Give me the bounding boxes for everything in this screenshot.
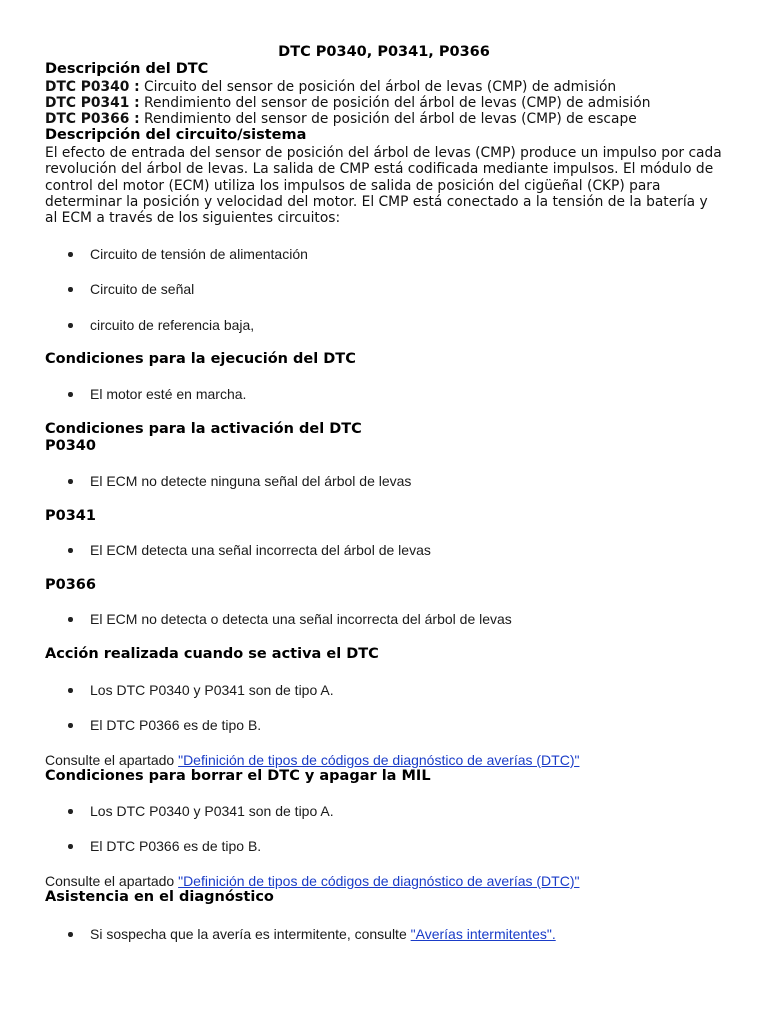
list-item: El DTC P0366 es de tipo B. bbox=[90, 717, 262, 733]
list-item: Los DTC P0340 y P0341 son de tipo A. bbox=[90, 682, 334, 698]
dtc-code: DTC P0340 : bbox=[45, 79, 140, 95]
dtc-text: Rendimiento del sensor de posición del árbol de levas (CMP) de admisión bbox=[139, 95, 651, 111]
bullet-icon bbox=[68, 323, 73, 328]
list-item: Circuito de señal bbox=[90, 281, 195, 297]
bullet-icon bbox=[68, 392, 73, 397]
list-item: El motor esté en marcha. bbox=[90, 386, 247, 402]
dtc-types-link[interactable]: "Definición de tipos de códigos de diagnóstico de averías (DTC)" bbox=[178, 752, 580, 768]
list-item: Circuito de tensión de alimentación bbox=[90, 246, 308, 262]
heading-action-taken: Acción realizada cuando se activa el DTC bbox=[45, 646, 379, 662]
bullet-icon bbox=[68, 617, 73, 622]
circuit-paragraph-line: El efecto de entrada del sensor de posición del árbol de levas (CMP) produce un impulso por cada bbox=[45, 145, 722, 161]
bullet-icon bbox=[68, 252, 73, 257]
list-item: El ECM no detecta o detecta una señal incorrecta del árbol de levas bbox=[90, 611, 512, 627]
heading-run-conditions: Condiciones para la ejecución del DTC bbox=[45, 351, 356, 367]
bullet-icon bbox=[68, 688, 73, 693]
consult-prefix: Consulte el apartado bbox=[45, 752, 179, 768]
dtc-subheading: P0340 bbox=[45, 438, 96, 454]
dtc-subheading: P0366 bbox=[45, 577, 96, 593]
dtc-line bbox=[45, 111, 637, 127]
circuit-paragraph-line: control del motor (ECM) utiliza los impulsos de salida de posición del cigüeñal (CKP) para bbox=[45, 178, 661, 194]
intermittent-faults-link[interactable]: "Averías intermitentes". bbox=[410, 926, 556, 942]
circuit-paragraph-line: al ECM a través de los siguientes circuitos: bbox=[45, 210, 341, 226]
circuit-paragraph-line: revolución del árbol de levas. La salida de CMP está codificada mediante impulsos. El módulo de bbox=[45, 161, 714, 177]
heading-clear-conditions: Condiciones para borrar el DTC y apagar la MIL bbox=[45, 768, 431, 784]
page-title: DTC P0340, P0341, P0366 bbox=[278, 44, 490, 60]
assist-prefix: Si sospecha que la avería es intermitente, consulte bbox=[90, 926, 411, 942]
bullet-icon bbox=[68, 809, 73, 814]
list-item: El DTC P0366 es de tipo B. bbox=[90, 838, 262, 854]
consult-prefix: Consulte el apartado bbox=[45, 873, 179, 889]
list-item: El ECM no detecte ninguna señal del árbol de levas bbox=[90, 473, 412, 489]
dtc-line bbox=[45, 79, 616, 95]
bullet-icon bbox=[68, 932, 73, 937]
bullet-icon bbox=[68, 479, 73, 484]
bullet-icon bbox=[68, 844, 73, 849]
dtc-text: Rendimiento del sensor de posición del árbol de levas (CMP) de escape bbox=[139, 111, 637, 127]
dtc-line bbox=[45, 95, 650, 111]
bullet-icon bbox=[68, 287, 73, 292]
heading-circuit-description: Descripción del circuito/sistema bbox=[45, 127, 307, 143]
dtc-subheading: P0341 bbox=[45, 508, 96, 524]
heading-diagnostic-assistance: Asistencia en el diagnóstico bbox=[45, 889, 274, 905]
heading-set-conditions: Condiciones para la activación del DTC bbox=[45, 421, 362, 437]
dtc-text: Circuito del sensor de posición del árbol de levas (CMP) de admisión bbox=[139, 79, 617, 95]
list-item: circuito de referencia baja, bbox=[90, 317, 255, 333]
list-item: El ECM detecta una señal incorrecta del árbol de levas bbox=[90, 542, 431, 558]
dtc-types-link[interactable]: "Definición de tipos de códigos de diagnóstico de averías (DTC)" bbox=[178, 873, 580, 889]
dtc-code: DTC P0366 : bbox=[45, 111, 140, 127]
circuit-paragraph-line: determinar la posición y velocidad del motor. El CMP está conectado a la tensión de la batería y bbox=[45, 194, 708, 210]
list-item: Los DTC P0340 y P0341 son de tipo A. bbox=[90, 803, 334, 819]
list-item bbox=[90, 926, 556, 944]
dtc-code: DTC P0341 : bbox=[45, 95, 140, 111]
bullet-icon bbox=[68, 723, 73, 728]
bullet-icon bbox=[68, 548, 73, 553]
heading-dtc-description: Descripción del DTC bbox=[45, 61, 209, 77]
